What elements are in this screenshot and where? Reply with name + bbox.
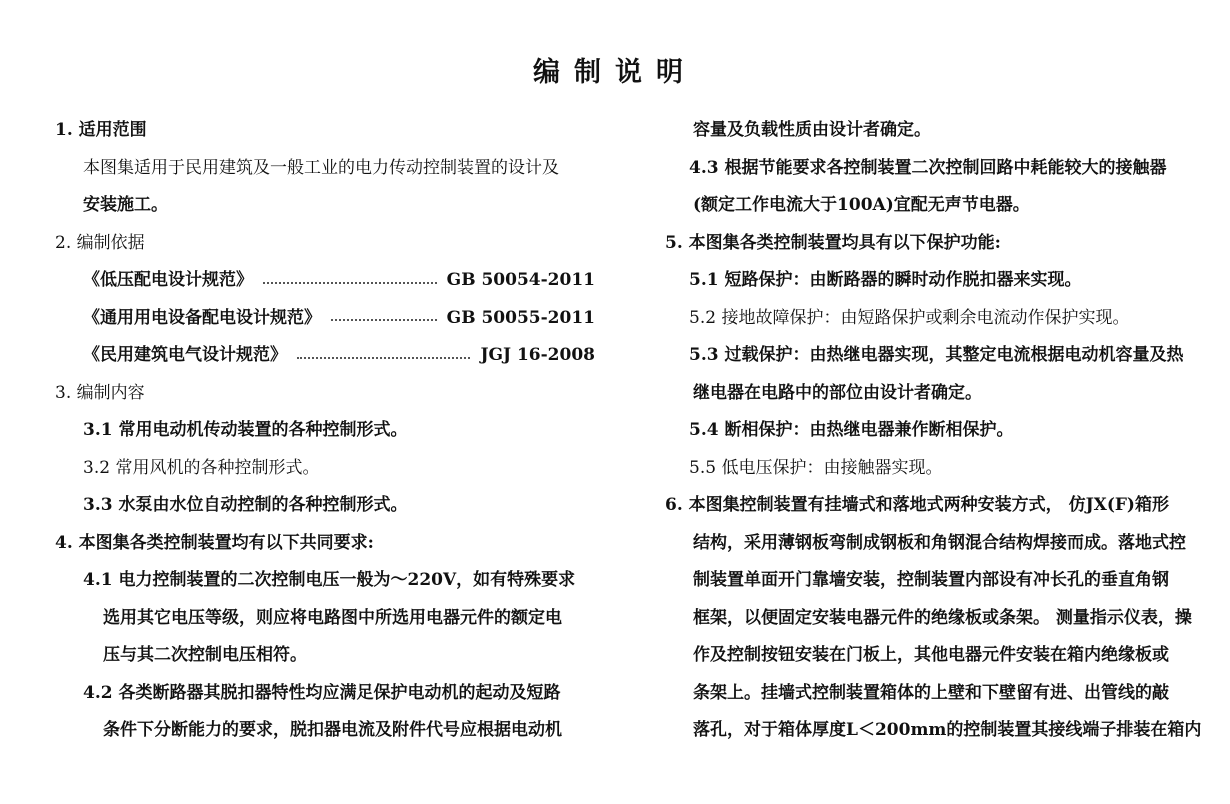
section-heading: 5. 本图集各类控制装置均具有以下保护功能: — [665, 232, 1001, 253]
reference-code: JGJ 16-2008 — [480, 345, 595, 365]
reference-code: GB 50054-2011 — [446, 270, 595, 290]
reference-name: 《低压配电设计规范》 — [83, 270, 253, 290]
paragraph-line: 继电器在电路中的部位由设计者确定。 — [693, 382, 982, 403]
paragraph-line: 落孔，对于箱体厚度L＜200mm的控制装置其接线端子排装在箱内 — [693, 720, 1202, 740]
paragraph-line: 5.2 接地故障保护：由短路保护或剩余电流动作保护实现。 — [689, 307, 1130, 328]
paragraph-line: 3.1 常用电动机传动装置的各种控制形式。 — [83, 420, 408, 440]
leader-dots — [263, 282, 437, 284]
paragraph-line: 5.5 低电压保护：由接触器实现。 — [689, 457, 943, 478]
paragraph-line: 结构，采用薄钢板弯制成钢板和角钢混合结构焊接而成。落地式控 — [693, 532, 1186, 553]
left-column — [55, 112, 595, 750]
leader-dots — [331, 319, 437, 321]
section-heading: 2. 编制依据 — [55, 232, 145, 253]
page-title: 编制说明 — [533, 57, 697, 88]
paragraph-line: 作及控制按钮安装在门板上，其他电器元件安装在箱内绝缘板或 — [693, 645, 1169, 665]
reference-name: 《通用用电设备配电设计规范》 — [83, 307, 321, 328]
paragraph-line: 4.2 各类断路器其脱扣器特性均应满足保护电动机的起动及短路 — [83, 682, 561, 703]
paragraph-line: 压与其二次控制电压相符。 — [103, 645, 307, 665]
paragraph-line: 容量及负载性质由设计者确定。 — [693, 120, 931, 140]
section-heading: 4. 本图集各类控制装置均有以下共同要求: — [55, 532, 374, 553]
reference-name: 《民用建筑电气设计规范》 — [83, 345, 287, 365]
right-column — [665, 112, 1205, 750]
paragraph-line: 选用其它电压等级，则应将电路图中所选用电器元件的额定电 — [103, 607, 562, 628]
paragraph-line: 安装施工。 — [83, 195, 168, 215]
section-heading: 6. 本图集控制装置有挂墙式和落地式两种安装方式， 仿JX(F)箱形 — [665, 495, 1169, 515]
paragraph-line: 5.4 断相保护：由热继电器兼作断相保护。 — [689, 420, 1014, 440]
paragraph-line: 框架，以便固定安装电器元件的绝缘板或条架。 测量指示仪表，操 — [693, 607, 1192, 628]
section-heading: 1. 适用范围 — [55, 120, 147, 140]
paragraph-line: 5.1 短路保护：由断路器的瞬时动作脱扣器来实现。 — [689, 270, 1082, 290]
paragraph-line: 4.1 电力控制装置的二次控制电压一般为～220V，如有特殊要求 — [83, 570, 576, 590]
paragraph-line: 本图集适用于民用建筑及一般工业的电力传动控制装置的设计及 — [83, 157, 559, 178]
paragraph-line: 3.3 水泵由水位自动控制的各种控制形式。 — [83, 495, 408, 515]
paragraph-line: 4.3 根据节能要求各控制装置二次控制回路中耗能较大的接触器 — [689, 157, 1167, 178]
paragraph-line: 3.2 常用风机的各种控制形式。 — [83, 457, 320, 478]
reference-row — [55, 262, 595, 300]
leader-dots — [297, 357, 470, 359]
paragraph-line: (额定工作电流大于100A)宜配无声节电器。 — [693, 195, 1030, 215]
paragraph-line: 5.3 过载保护：由热继电器实现，其整定电流根据电动机容量及热 — [689, 345, 1184, 365]
reference-row — [55, 337, 595, 375]
reference-row — [55, 300, 595, 338]
paragraph-line: 条件下分断能力的要求，脱扣器电流及附件代号应根据电动机 — [103, 720, 562, 740]
section-heading: 3. 编制内容 — [55, 382, 145, 403]
reference-code: GB 50055-2011 — [446, 307, 595, 328]
paragraph-line: 条架上。挂墙式控制装置箱体的上壁和下壁留有进、出管线的敲 — [693, 682, 1169, 703]
paragraph-line: 制装置单面开门靠墙安装，控制装置内部设有冲长孔的垂直角钢 — [693, 570, 1169, 590]
